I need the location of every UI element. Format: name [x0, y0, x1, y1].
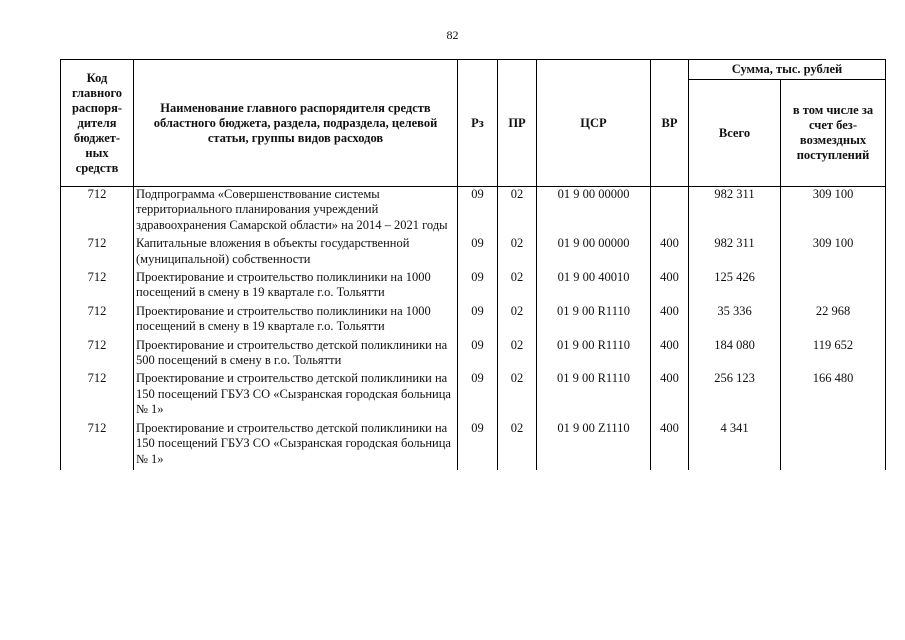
cell-name: Подпрограмма «Совершенствование системы территориального планирования учреждений здравоохранения Самарской области» на 2014 – 2021 годы: [134, 187, 458, 237]
cell-code: 712: [61, 270, 134, 304]
cell-rz: 09: [458, 338, 498, 372]
cell-code: 712: [61, 236, 134, 270]
cell-total: 4 341: [689, 421, 781, 470]
cell-code: 712: [61, 371, 134, 420]
cell-name: Капитальные вложения в объекты государственной (муниципальной) собственности: [134, 236, 458, 270]
cell-rz: 09: [458, 270, 498, 304]
budget-table: [60, 59, 886, 470]
cell-csr: 01 9 00 40010: [537, 270, 651, 304]
cell-pr: 02: [498, 236, 537, 270]
cell-rz: 09: [458, 236, 498, 270]
cell-vr: 400: [651, 338, 689, 372]
cell-name: Проектирование и строительство детской поликлиники на 150 посещений ГБУЗ СО «Сызранская городская больница № 1»: [134, 371, 458, 420]
page-number: 82: [446, 28, 459, 42]
cell-code: 712: [61, 421, 134, 470]
cell-free: 22 968: [781, 304, 886, 338]
cell-name: Проектирование и строительство поликлиники на 1000 посещений в смену в 19 квартале г.о. Тольятти: [134, 270, 458, 304]
cell-name: Проектирование и строительство поликлиники на 1000 посещений в смену в 19 квартале г.о. Тольятти: [134, 304, 458, 338]
cell-name: Проектирование и строительство детской поликлиники на 500 посещений в смену в г.о. Тольятти: [134, 338, 458, 372]
cell-total: 35 336: [689, 304, 781, 338]
cell-vr: 400: [651, 371, 689, 420]
cell-free: 309 100: [781, 187, 886, 237]
header-vr: ВР: [651, 60, 689, 187]
cell-free: 309 100: [781, 236, 886, 270]
header-name: Наименование главного распорядителя средств областного бюджета, раздела, подраздела, целевой статьи, группы видов расходов: [134, 60, 458, 187]
cell-vr: 400: [651, 421, 689, 470]
cell-total: 184 080: [689, 338, 781, 372]
cell-pr: 02: [498, 421, 537, 470]
header-code: Код главного распоря-дителя бюджет-ных средств: [61, 60, 134, 187]
cell-vr: [651, 187, 689, 237]
header-rz: Рз: [458, 60, 498, 187]
cell-csr: 01 9 00 R1110: [537, 371, 651, 420]
cell-pr: 02: [498, 270, 537, 304]
header-pr: ПР: [498, 60, 537, 187]
cell-csr: 01 9 00 R1110: [537, 304, 651, 338]
table-row: [61, 371, 886, 420]
cell-rz: 09: [458, 371, 498, 420]
table-body: [61, 187, 886, 470]
table-row: [61, 270, 886, 304]
cell-code: 712: [61, 304, 134, 338]
cell-total: 982 311: [689, 236, 781, 270]
cell-pr: 02: [498, 187, 537, 237]
table-row: [61, 421, 886, 470]
cell-pr: 02: [498, 304, 537, 338]
header-free: в том числе за счет без-возмездных поступлений: [781, 80, 886, 187]
cell-total: 982 311: [689, 187, 781, 237]
table-row: [61, 236, 886, 270]
cell-pr: 02: [498, 371, 537, 420]
cell-vr: 400: [651, 270, 689, 304]
cell-csr: 01 9 00 00000: [537, 236, 651, 270]
cell-free: 166 480: [781, 371, 886, 420]
header-csr: ЦСР: [537, 60, 651, 187]
table-row: [61, 187, 886, 237]
cell-vr: 400: [651, 304, 689, 338]
cell-free: [781, 270, 886, 304]
cell-free: [781, 421, 886, 470]
cell-total: 125 426: [689, 270, 781, 304]
table-header: [61, 60, 886, 187]
cell-code: 712: [61, 338, 134, 372]
cell-rz: 09: [458, 421, 498, 470]
cell-free: 119 652: [781, 338, 886, 372]
cell-vr: 400: [651, 236, 689, 270]
cell-csr: 01 9 00 R1110: [537, 338, 651, 372]
header-sum-group: Сумма, тыс. рублей: [689, 60, 886, 80]
header-total: Всего: [689, 80, 781, 187]
cell-csr: 01 9 00 00000: [537, 187, 651, 237]
cell-code: 712: [61, 187, 134, 237]
cell-pr: 02: [498, 338, 537, 372]
cell-rz: 09: [458, 187, 498, 237]
cell-total: 256 123: [689, 371, 781, 420]
cell-name: Проектирование и строительство детской поликлиники на 150 посещений ГБУЗ СО «Сызранская городская больница № 1»: [134, 421, 458, 470]
cell-rz: 09: [458, 304, 498, 338]
table-row: [61, 338, 886, 372]
table-row: [61, 304, 886, 338]
cell-csr: 01 9 00 Z1110: [537, 421, 651, 470]
